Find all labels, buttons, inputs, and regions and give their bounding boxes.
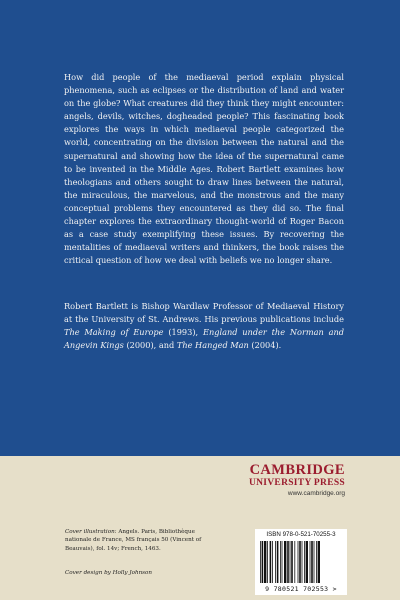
cover-illustration-credit [65,528,215,553]
publisher-url: www.cambridge.org [287,490,345,497]
publisher-logo [249,463,345,498]
publisher-subtitle: UNIVERSITY PRESS [248,478,345,488]
bio-book-hanged-man: The Hanged Man [176,340,249,351]
isbn-label: ISBN 978-0-521-70255-3 [266,531,336,538]
design-credit-text: Cover design by Holly Johnson [65,570,153,576]
barcode-box [255,529,347,595]
illustration-label: Cover illustration: [65,529,117,535]
author-bio [64,300,344,352]
barcode-icon [259,541,343,585]
illustration-text: Angels. Paris, Bibliothèque nationale de France, MS français 50 (Vincent of Beauvais), fol. 14v; French, 1463. [65,529,202,552]
publisher-name: CAMBRIDGE [249,462,345,478]
bio-separator-2: (2000), and [123,340,177,351]
bio-book-england: England under the Norman and Angevin Kings [64,327,344,351]
book-description: How did people of the mediaeval period explain physical phenomena, such as eclipses or the distribution of land and water on the globe? What creatures did they think they might encounter: angels, devils, witches, dogheaded people? This fascinating book explores the ways in which mediaeval people categorized the world, concentrating on the division between the natural and the supernatural and showing how the idea of the supernatural came to be invented in the Middle Ages. Robert Bartlett examines how theologians and others sought to draw lines between the natural, the miraculous, the marvelous, and the monstrous and the many conceptual problems they encountered as they did so. The final chapter explores the extraordinary thought-world of Roger Bacon as a case study exemplifying these issues. By recovering the mentalities of mediaeval writers and thinkers, the book raises the critical question of how we deal with beliefs we no longer share. [64,72,344,266]
bio-separator-1: (1993), [163,327,203,338]
bio-end: (2004). [248,340,282,351]
bio-intro: Robert Bartlett is Bishop Wardlaw Professor of Mediaeval History at the University of St. Andrews. His previous publications include [64,301,344,325]
barcode-number: 9 780521 702553 > [265,585,337,593]
cover-design-credit [65,570,152,576]
bio-book-making-of-europe: The Making of Europe [64,327,164,338]
